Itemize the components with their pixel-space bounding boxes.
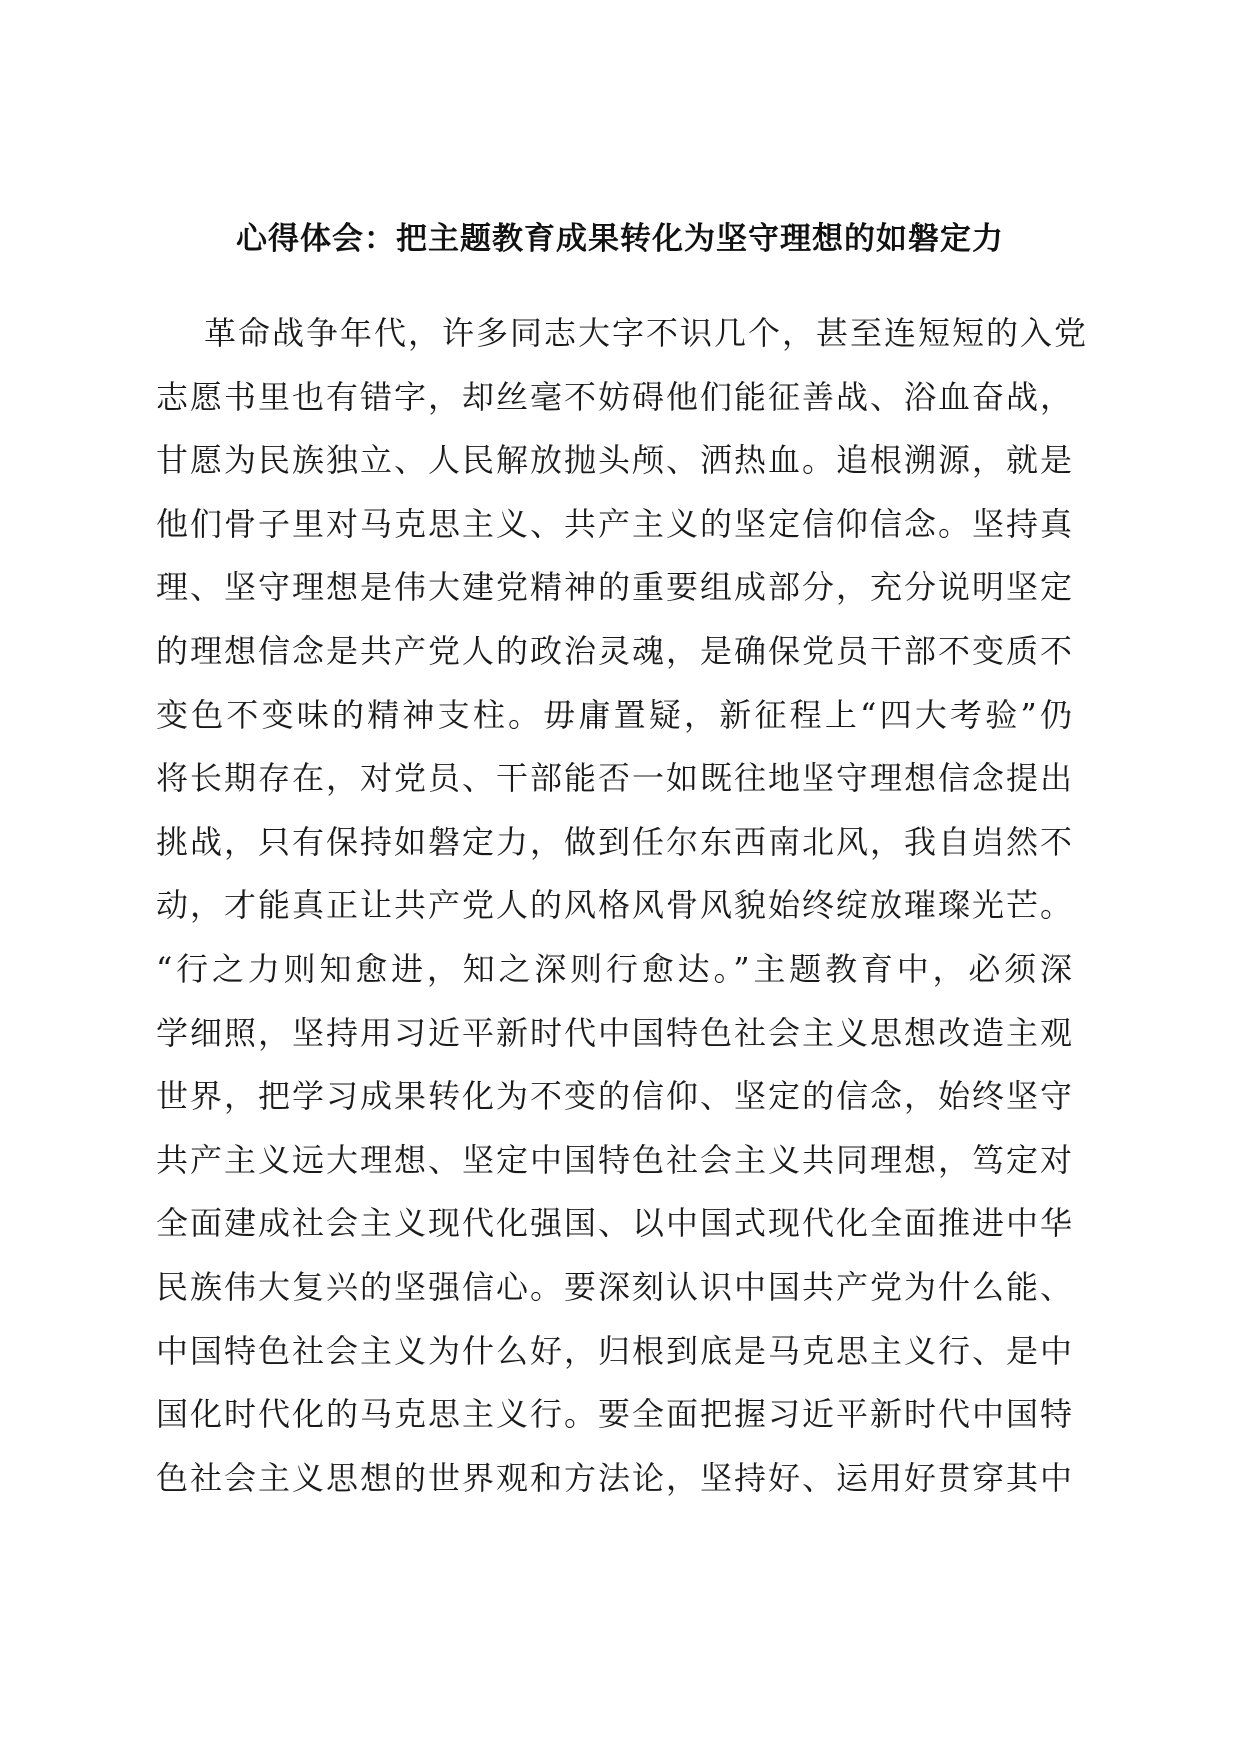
body-line: 全面建成社会主义现代化强国、以中国式现代化全面推进中华 — [156, 1204, 1075, 1243]
body-line: 世界，把学习成果转化为不变的信仰、坚定的信念，始终坚守 — [156, 1077, 1075, 1116]
document-title: 心得体会：把主题教育成果转化为坚守理想的如磐定力 — [236, 221, 1004, 257]
body-line: “行之力则知愈进，知之深则行愈达。”主题教育中，必须深 — [156, 949, 1074, 988]
body-line: 革命战争年代，许多同志大字不识几个，甚至连短短的入党 — [204, 314, 1089, 352]
body-line: 中国特色社会主义为什么好，归根到底是马克思主义行、是中 — [156, 1331, 1075, 1370]
body-line: 共产主义远大理想、坚定中国特色社会主义共同理想，笃定对 — [156, 1140, 1075, 1179]
body-line: 动，才能真正让共产党人的风格风骨风貌始终绽放璀璨光芒。 — [156, 886, 1075, 925]
body-line: 他们骨子里对马克思主义、共产主义的坚定信仰信念。坚持真 — [156, 504, 1075, 543]
body-line: 志愿书里也有错字，却丝毫不妨碍他们能征善战、浴血奋战， — [156, 377, 1075, 416]
body-line: 将长期存在，对党员、干部能否一如既往地坚守理想信念提出 — [156, 759, 1075, 798]
body-line: 理、坚守理想是伟大建党精神的重要组成部分，充分说明坚定 — [156, 568, 1075, 607]
body-line: 的理想信念是共产党人的政治灵魂，是确保党员干部不变质不 — [156, 631, 1075, 670]
body-line: 学细照，坚持用习近平新时代中国特色社会主义思想改造主观 — [156, 1013, 1075, 1052]
body-line: 挑战，只有保持如磐定力，做到任尔东西南北风，我自岿然不 — [156, 822, 1075, 861]
body-line: 甘愿为民族独立、人民解放抛头颅、洒热血。追根溯源，就是 — [156, 441, 1075, 480]
body-line: 国化时代化的马克思主义行。要全面把握习近平新时代中国特 — [156, 1395, 1075, 1434]
document-body — [156, 302, 1089, 1510]
body-line: 变色不变味的精神支柱。毋庸置疑，新征程上“四大考验”仍 — [156, 695, 1074, 734]
body-line: 色社会主义思想的世界观和方法论，坚持好、运用好贯穿其中 — [156, 1458, 1075, 1497]
body-line: 民族伟大复兴的坚强信心。要深刻认识中国共产党为什么能、 — [156, 1267, 1075, 1306]
